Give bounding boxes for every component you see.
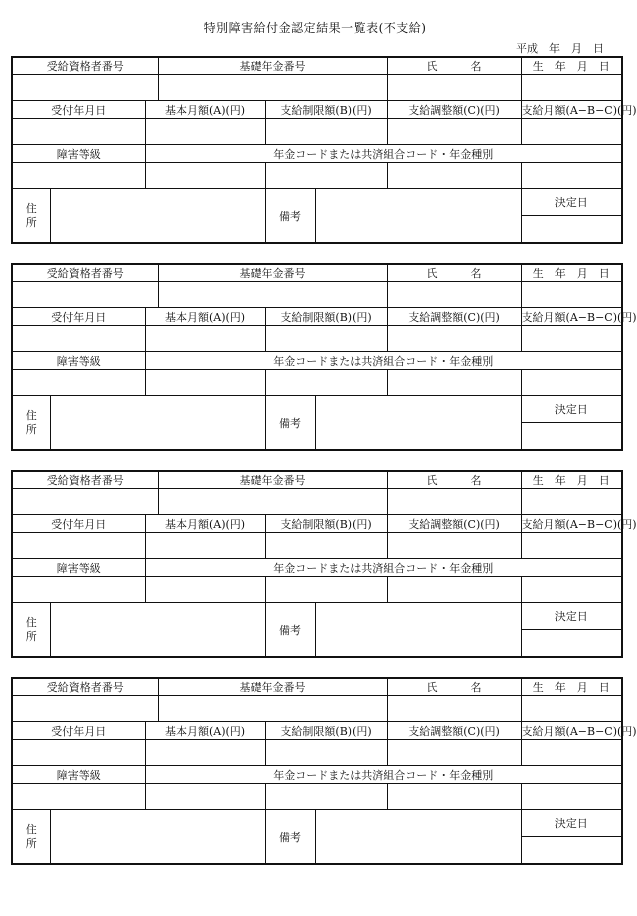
field-recipient-number[interactable] [12, 282, 158, 308]
label-pension-code: 年金コードまたは共済組合コード・年金種別 [145, 352, 622, 370]
label-recipient-number: 受給資格者番号 [12, 264, 158, 282]
field-receipt-date[interactable] [12, 740, 145, 766]
field-name[interactable] [387, 696, 521, 722]
field-pension-code-3[interactable] [387, 784, 521, 810]
field-basic-pension-number[interactable] [158, 75, 387, 101]
label-name: 氏 名 [387, 678, 521, 696]
field-basic-monthly[interactable] [145, 740, 265, 766]
field-pension-code-1[interactable] [145, 163, 265, 189]
label-address: 住 所 [12, 810, 50, 865]
field-receipt-date[interactable] [12, 326, 145, 352]
document-title: 特別障害給付金認定結果一覧表(不支給) [203, 21, 427, 35]
label-remarks: 備考 [265, 810, 315, 865]
field-recipient-number[interactable] [12, 75, 158, 101]
label-payment-monthly: 支給月額(A−B−C)(円) [521, 515, 622, 533]
field-birth-date[interactable] [521, 489, 622, 515]
field-pension-code-1[interactable] [145, 370, 265, 396]
record-block [11, 263, 637, 447]
field-pension-code-4[interactable] [521, 163, 622, 189]
label-recipient-number: 受給資格者番号 [12, 471, 158, 489]
field-birth-date[interactable] [521, 282, 622, 308]
label-receipt-date: 受付年月日 [12, 101, 145, 119]
label-basic-monthly: 基本月額(A)(円) [145, 722, 265, 740]
record-block [11, 677, 637, 861]
label-pension-code: 年金コードまたは共済組合コード・年金種別 [145, 766, 622, 784]
label-adjustment-amount: 支給調整額(C)(円) [387, 515, 521, 533]
field-decision-date[interactable] [521, 216, 622, 244]
field-payment-monthly[interactable] [521, 740, 622, 766]
field-birth-date[interactable] [521, 75, 622, 101]
label-payment-monthly: 支給月額(A−B−C)(円) [521, 722, 622, 740]
field-disability-grade[interactable] [12, 370, 145, 396]
field-pension-code-1[interactable] [145, 784, 265, 810]
field-adjustment-amount[interactable] [387, 533, 521, 559]
label-basic-pension-number: 基礎年金番号 [158, 57, 387, 75]
label-basic-pension-number: 基礎年金番号 [158, 471, 387, 489]
field-pension-code-3[interactable] [387, 163, 521, 189]
label-disability-grade: 障害等級 [12, 559, 145, 577]
label-receipt-date: 受付年月日 [12, 722, 145, 740]
label-decision-date: 決定日 [521, 396, 622, 423]
label-name: 氏 名 [387, 264, 521, 282]
field-birth-date[interactable] [521, 696, 622, 722]
field-pension-code-2[interactable] [265, 577, 387, 603]
label-receipt-date: 受付年月日 [12, 515, 145, 533]
label-basic-monthly: 基本月額(A)(円) [145, 308, 265, 326]
field-pension-code-4[interactable] [521, 784, 622, 810]
field-receipt-date[interactable] [12, 533, 145, 559]
field-recipient-number[interactable] [12, 696, 158, 722]
field-limit-amount[interactable] [265, 326, 387, 352]
label-payment-monthly: 支給月額(A−B−C)(円) [521, 101, 622, 119]
label-adjustment-amount: 支給調整額(C)(円) [387, 722, 521, 740]
label-remarks: 備考 [265, 396, 315, 451]
field-pension-code-4[interactable] [521, 370, 622, 396]
label-birth-date: 生 年 月 日 [521, 264, 622, 282]
label-adjustment-amount: 支給調整額(C)(円) [387, 101, 521, 119]
field-address[interactable] [50, 189, 265, 244]
field-limit-amount[interactable] [265, 740, 387, 766]
record-table [11, 56, 637, 244]
field-address[interactable] [50, 810, 265, 865]
date-line: 平成 年 月 日 [516, 42, 604, 55]
field-pension-code-3[interactable] [387, 577, 521, 603]
label-birth-date: 生 年 月 日 [521, 57, 622, 75]
field-basic-pension-number[interactable] [158, 696, 387, 722]
field-basic-monthly[interactable] [145, 119, 265, 145]
field-address[interactable] [50, 396, 265, 451]
field-basic-pension-number[interactable] [158, 282, 387, 308]
field-adjustment-amount[interactable] [387, 740, 521, 766]
field-address[interactable] [50, 603, 265, 658]
field-recipient-number[interactable] [12, 489, 158, 515]
label-basic-pension-number: 基礎年金番号 [158, 678, 387, 696]
field-limit-amount[interactable] [265, 533, 387, 559]
label-name: 氏 名 [387, 57, 521, 75]
field-pension-code-2[interactable] [265, 370, 387, 396]
label-decision-date: 決定日 [521, 189, 622, 216]
record-table [11, 263, 637, 451]
field-payment-monthly[interactable] [521, 326, 622, 352]
field-pension-code-1[interactable] [145, 577, 265, 603]
field-remarks[interactable] [315, 603, 521, 658]
record-table [11, 470, 637, 658]
label-limit-amount: 支給制限額(B)(円) [265, 308, 387, 326]
label-limit-amount: 支給制限額(B)(円) [265, 515, 387, 533]
label-limit-amount: 支給制限額(B)(円) [265, 722, 387, 740]
field-disability-grade[interactable] [12, 784, 145, 810]
label-adjustment-amount: 支給調整額(C)(円) [387, 308, 521, 326]
label-name: 氏 名 [387, 471, 521, 489]
label-limit-amount: 支給制限額(B)(円) [265, 101, 387, 119]
label-remarks: 備考 [265, 189, 315, 244]
field-name[interactable] [387, 75, 521, 101]
field-decision-date[interactable] [521, 837, 622, 865]
field-decision-date[interactable] [521, 630, 622, 658]
field-remarks[interactable] [315, 810, 521, 865]
field-receipt-date[interactable] [12, 119, 145, 145]
field-name[interactable] [387, 282, 521, 308]
label-disability-grade: 障害等級 [12, 352, 145, 370]
label-disability-grade: 障害等級 [12, 766, 145, 784]
record-block [11, 470, 637, 654]
field-payment-monthly[interactable] [521, 119, 622, 145]
record-table [11, 677, 637, 865]
field-adjustment-amount[interactable] [387, 119, 521, 145]
field-remarks[interactable] [315, 396, 521, 451]
label-decision-date: 決定日 [521, 810, 622, 837]
field-pension-code-4[interactable] [521, 577, 622, 603]
field-decision-date[interactable] [521, 423, 622, 451]
label-receipt-date: 受付年月日 [12, 308, 145, 326]
label-address: 住 所 [12, 189, 50, 244]
label-recipient-number: 受給資格者番号 [12, 678, 158, 696]
label-basic-pension-number: 基礎年金番号 [158, 264, 387, 282]
field-payment-monthly[interactable] [521, 533, 622, 559]
field-limit-amount[interactable] [265, 119, 387, 145]
field-remarks[interactable] [315, 189, 521, 244]
field-disability-grade[interactable] [12, 163, 145, 189]
field-disability-grade[interactable] [12, 577, 145, 603]
field-basic-monthly[interactable] [145, 533, 265, 559]
label-address: 住 所 [12, 396, 50, 451]
label-disability-grade: 障害等級 [12, 145, 145, 163]
label-remarks: 備考 [265, 603, 315, 658]
field-basic-monthly[interactable] [145, 326, 265, 352]
field-pension-code-3[interactable] [387, 370, 521, 396]
label-birth-date: 生 年 月 日 [521, 678, 622, 696]
record-block [11, 56, 637, 240]
field-pension-code-2[interactable] [265, 163, 387, 189]
label-recipient-number: 受給資格者番号 [12, 57, 158, 75]
field-pension-code-2[interactable] [265, 784, 387, 810]
label-pension-code: 年金コードまたは共済組合コード・年金種別 [145, 559, 622, 577]
label-payment-monthly: 支給月額(A−B−C)(円) [521, 308, 622, 326]
label-basic-monthly: 基本月額(A)(円) [145, 101, 265, 119]
label-address: 住 所 [12, 603, 50, 658]
label-pension-code: 年金コードまたは共済組合コード・年金種別 [145, 145, 622, 163]
field-basic-pension-number[interactable] [158, 489, 387, 515]
field-name[interactable] [387, 489, 521, 515]
label-decision-date: 決定日 [521, 603, 622, 630]
label-birth-date: 生 年 月 日 [521, 471, 622, 489]
label-basic-monthly: 基本月額(A)(円) [145, 515, 265, 533]
field-adjustment-amount[interactable] [387, 326, 521, 352]
